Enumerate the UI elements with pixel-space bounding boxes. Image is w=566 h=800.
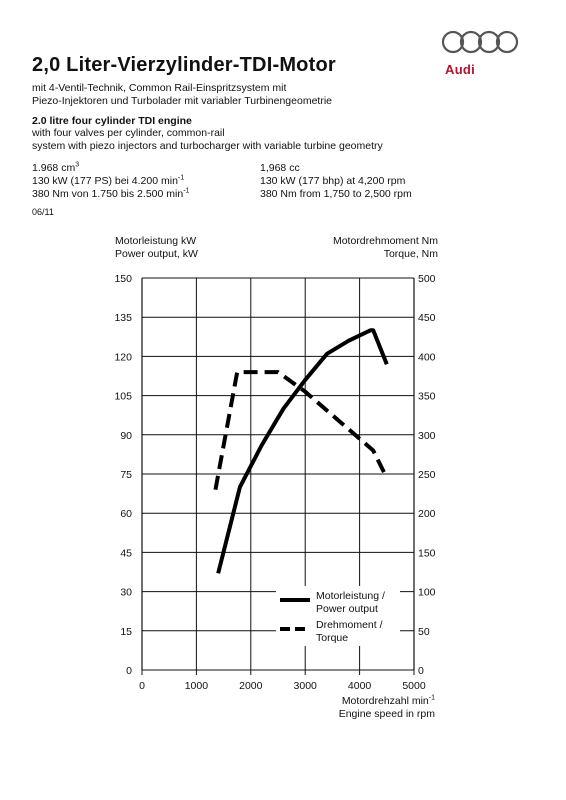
x-tick-label: 1000 [184, 680, 209, 692]
y-left-tick-label: 150 [114, 273, 132, 285]
y-right-tick-label: 450 [418, 312, 436, 325]
y-axis-left-label: Motorleistung kW Power output, kW [115, 235, 198, 260]
y-right-tick-label: 350 [418, 390, 436, 403]
y-right-tick-label: 100 [418, 586, 436, 599]
subtitle-de-line: mit 4-Ventil-Technik, Common Rail-Einspritzsystem mit [32, 82, 287, 94]
y-left-tick-label: 105 [114, 390, 132, 403]
y-right-tick-label: 250 [418, 469, 436, 481]
y-left-tick-label: 90 [120, 429, 132, 442]
y-left-tick-label: 60 [120, 508, 132, 521]
y-right-tick-label: 0 [418, 665, 424, 677]
x-tick-label: 2000 [239, 680, 263, 692]
y-left-tick-label: 15 [120, 625, 132, 638]
x-axis-label: Motordrehzahl $\min^{-1}$ Engine speed in rpm [338, 694, 435, 720]
brand-name: Audi [445, 62, 476, 77]
subtitle-en-line: with four valves per cylinder, common-rail [32, 127, 225, 139]
y-axis-right-label: Motordrehmoment Nm Torque, Nm [332, 235, 438, 260]
spec-torque-de: 380 Nm von 1.750 bis 2.500 $\min^{-1}$ [32, 187, 190, 200]
page-title: 2,0 Liter-Vierzylinder-TDI-Motor [32, 54, 336, 76]
title-en: 2.0 litre four cylinder TDI engine [32, 115, 192, 127]
x-tick-label: 4000 [347, 680, 372, 692]
y-right-tick-label: 150 [418, 547, 436, 560]
x-tick-label: 3000 [293, 680, 317, 692]
x-tick-label: 5000 [402, 680, 426, 692]
y-left-tick-label: 75 [120, 469, 132, 481]
y-right-tick-label: 200 [418, 508, 436, 521]
y-left-tick-label: 45 [120, 547, 132, 560]
y-right-tick-label: 50 [418, 625, 430, 638]
spec-power-en: 130 kW (177 bhp) at 4,200 rpm [260, 175, 406, 187]
x-tick-label: 0 [139, 680, 145, 692]
y-left-tick-label: 135 [114, 312, 132, 325]
y-left-tick-label: 0 [126, 665, 132, 677]
spec-power-de: 130 kW (177 PS) bei 4.200 $\min^{-1}$ [32, 174, 185, 187]
y-left-tick-label: 30 [120, 586, 132, 599]
subtitle-de-line: Piezo-Injektoren und Turbolader mit variabler Turbinengeometrie [32, 95, 332, 107]
y-right-tick-label: 400 [418, 351, 436, 364]
y-right-tick-label: 300 [418, 429, 436, 442]
legend-label: Motorleistung / [316, 590, 385, 602]
legend-label: Torque [316, 632, 349, 644]
subtitle-en-line: system with piezo injectors and turbocharger with variable turbine geometry [32, 140, 383, 152]
spec-displacement-de: 1.968 $cm^3$ [32, 161, 80, 174]
y-left-tick-label: 120 [114, 351, 132, 364]
torque-line [215, 372, 386, 490]
legend-label: Power output [316, 603, 378, 615]
spec-displacement-en: 1,968 cc [260, 162, 300, 174]
legend-label: Drehmoment / [316, 619, 383, 631]
power-output-line [218, 330, 387, 573]
y-right-tick-label: 500 [418, 273, 436, 285]
spec-torque-en: 380 Nm from 1,750 to 2,500 rpm [260, 188, 412, 200]
issue-date: 06/11 [32, 207, 54, 217]
